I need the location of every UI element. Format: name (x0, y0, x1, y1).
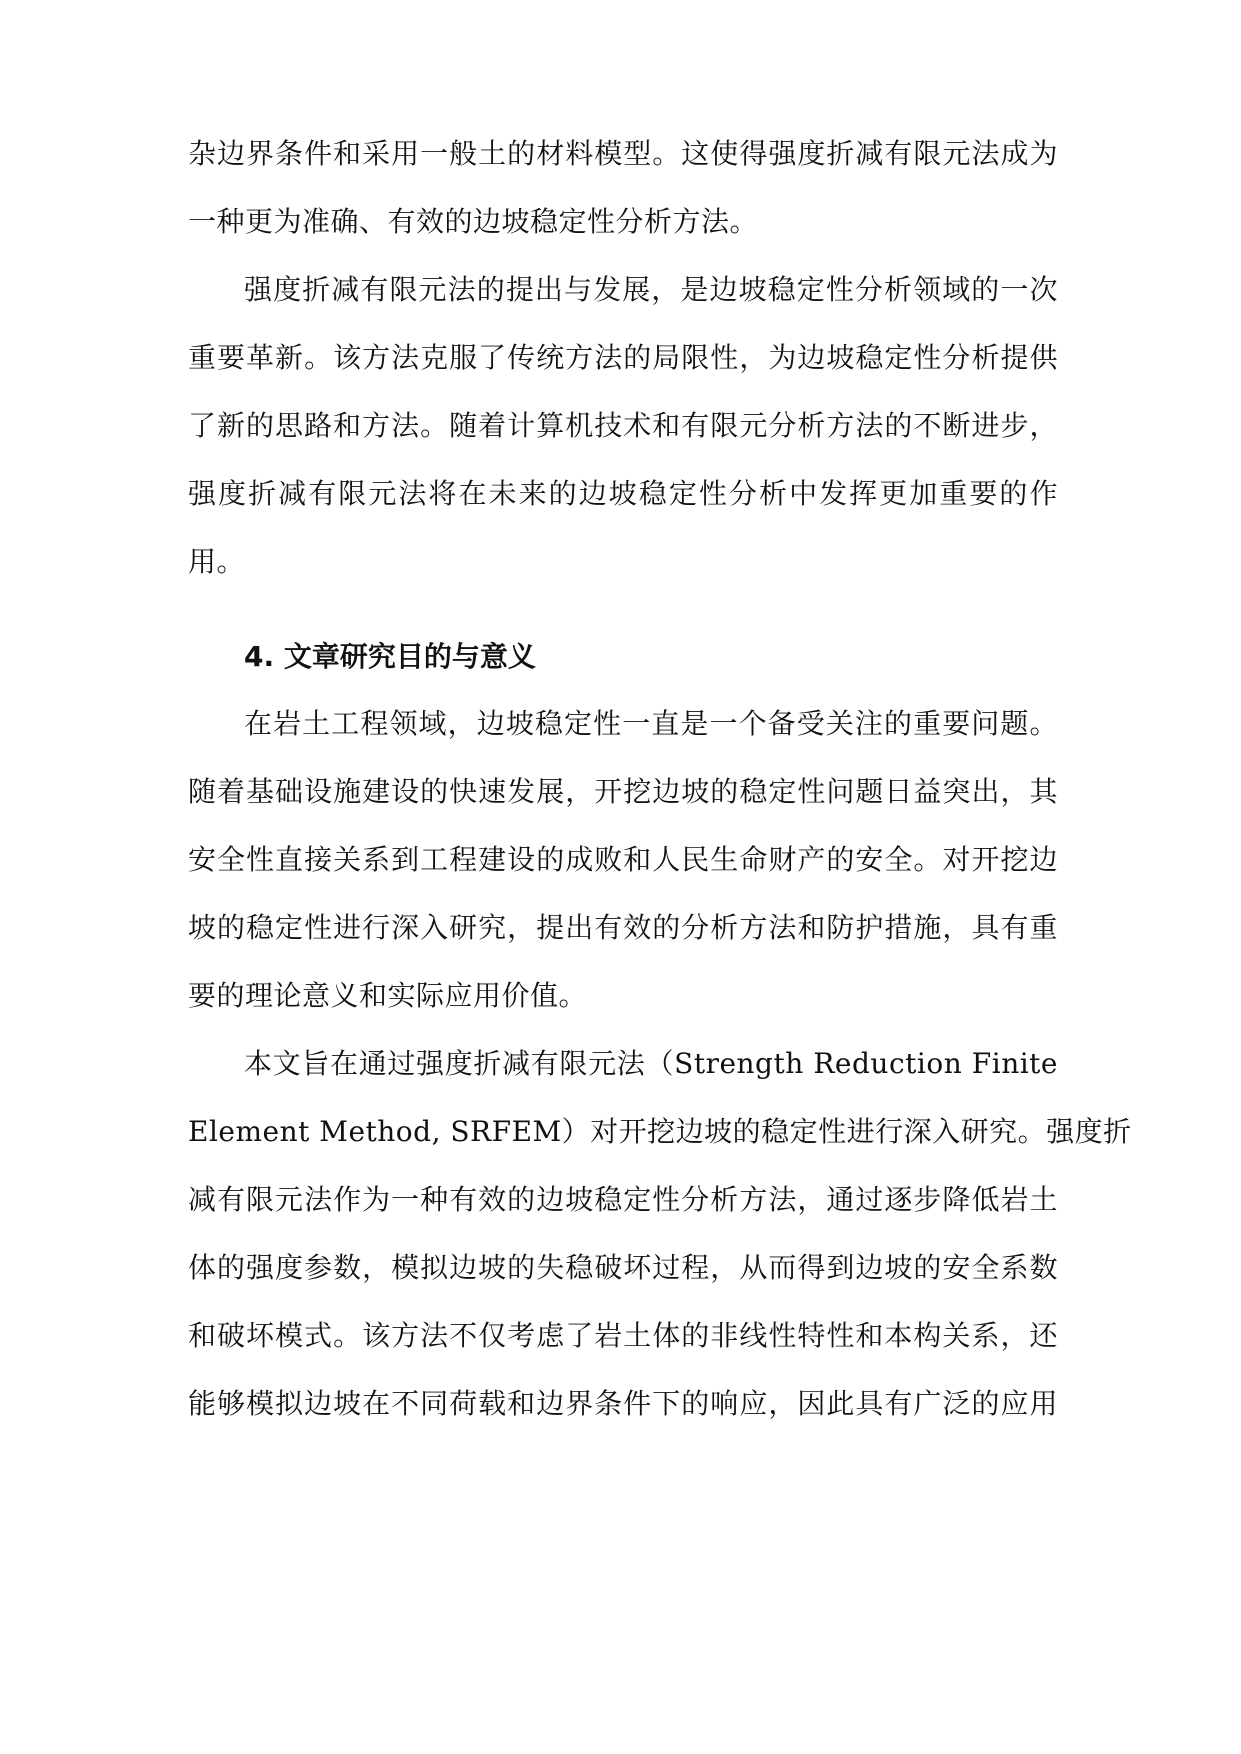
paragraph-4-line-6: 能够模拟边坡在不同荷载和边界条件下的响应，因此具有广泛的应用 (188, 1387, 1058, 1420)
paragraph-4-line-1: 本文旨在通过强度折减有限元法（Strength Reduction Finite (244, 1047, 1058, 1080)
paragraph-3-line-2: 随着基础设施建设的快速发展，开挖边坡的稳定性问题日益突出，其 (188, 775, 1058, 808)
paragraph-1-line-2: 一种更为准确、有效的边坡稳定性分析方法。 (188, 205, 759, 238)
paragraph-3-line-3: 安全性直接关系到工程建设的成败和人民生命财产的安全。对开挖边 (188, 843, 1058, 876)
paragraph-2-line-5: 用。 (188, 545, 246, 578)
paragraph-2-line-4: 强度折减有限元法将在未来的边坡稳定性分析中发挥更加重要的作 (188, 477, 1058, 510)
paragraph-3-line-1: 在岩土工程领域，边坡稳定性一直是一个备受关注的重要问题。 (244, 707, 1058, 740)
paragraph-2-line-1: 强度折减有限元法的提出与发展，是边坡稳定性分析领域的一次 (244, 273, 1058, 306)
section-heading: 4. 文章研究目的与意义 (244, 640, 536, 673)
paragraph-2-line-3: 了新的思路和方法。随着计算机技术和有限元分析方法的不断进步， (188, 409, 1058, 442)
paragraph-4-line-3: 减有限元法作为一种有效的边坡稳定性分析方法，通过逐步降低岩土 (188, 1183, 1058, 1216)
paragraph-4-line-2: Element Method, SRFEM）对开挖边坡的稳定性进行深入研究。强度折 (188, 1115, 1132, 1148)
paragraph-4-line-4: 体的强度参数，模拟边坡的失稳破坏过程，从而得到边坡的安全系数 (188, 1251, 1058, 1284)
paragraph-3-line-4: 坡的稳定性进行深入研究，提出有效的分析方法和防护措施，具有重 (188, 911, 1058, 944)
paragraph-3-line-5: 要的理论意义和实际应用价值。 (188, 979, 588, 1012)
paragraph-1-line-1: 杂边界条件和采用一般土的材料模型。这使得强度折减有限元法成为 (188, 137, 1058, 170)
paragraph-2-line-2: 重要革新。该方法克服了传统方法的局限性，为边坡稳定性分析提供 (188, 341, 1058, 374)
paragraph-4-line-5: 和破坏模式。该方法不仅考虑了岩土体的非线性特性和本构关系，还 (188, 1319, 1058, 1352)
